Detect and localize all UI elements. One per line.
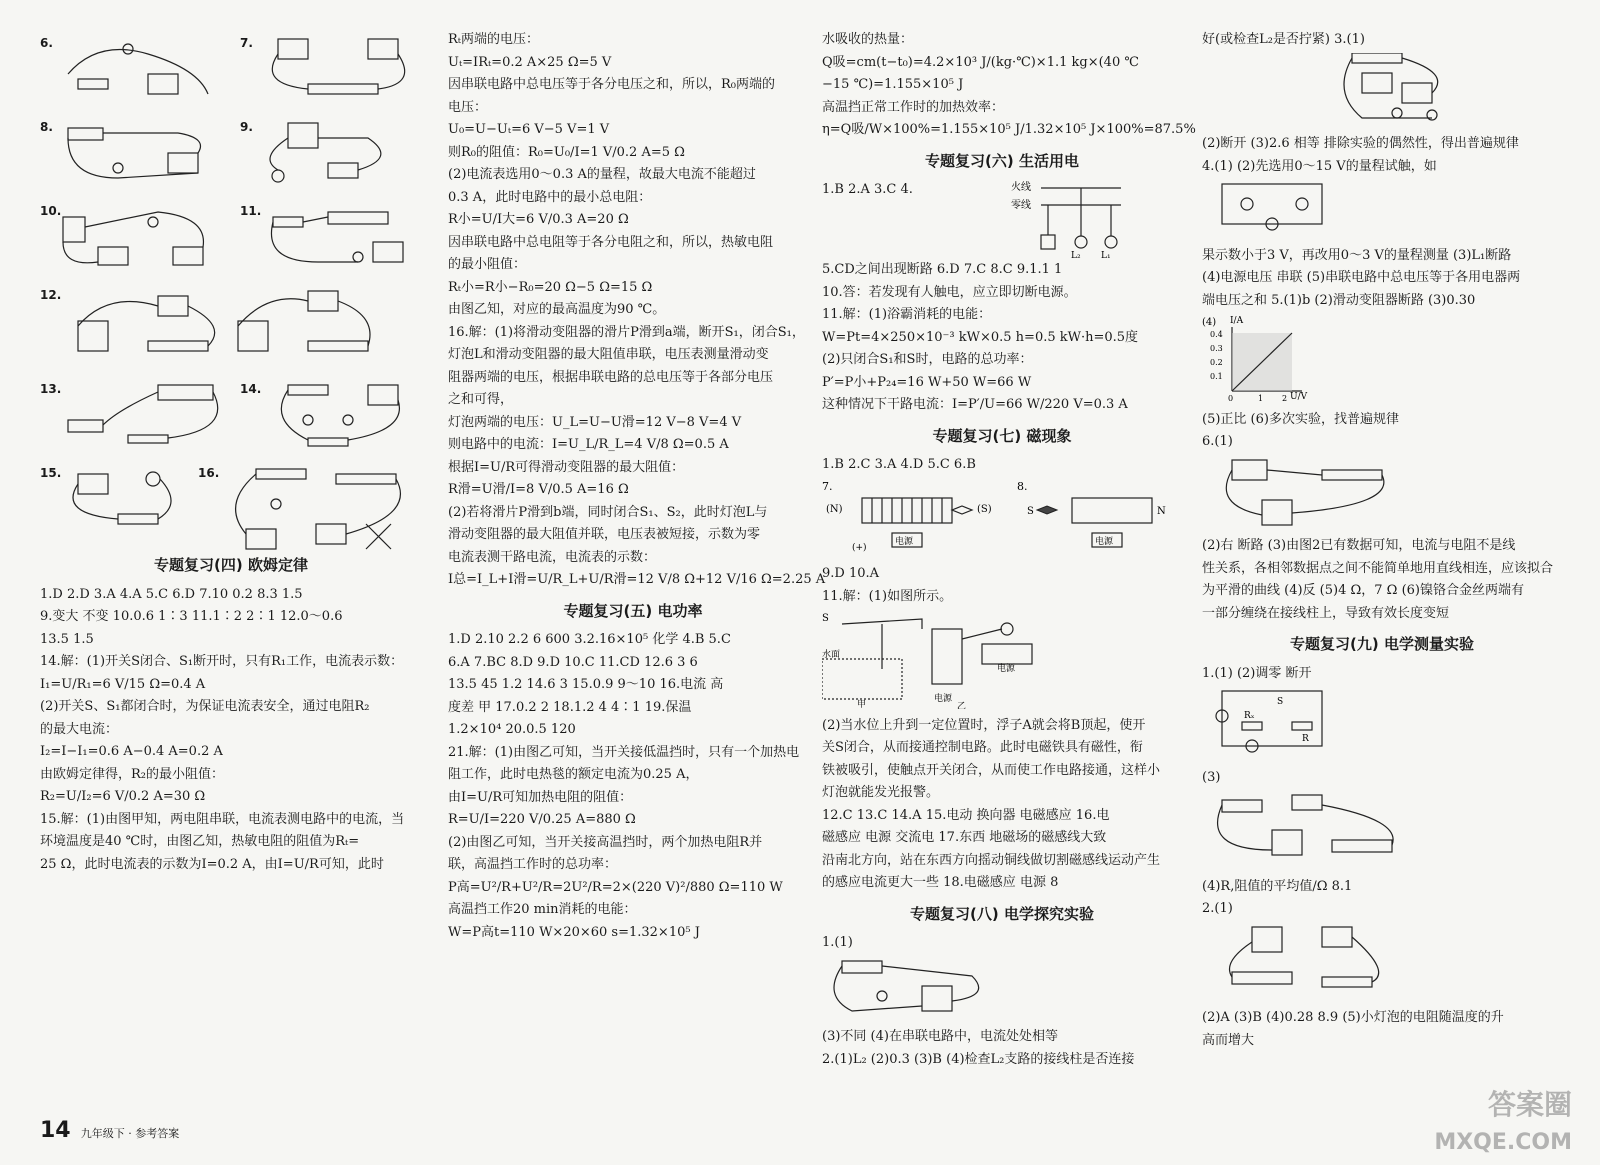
answer-line: 阻工作，此时电热毯的额定电流为0.25 A， <box>448 767 699 782</box>
answer-line: 关S闭合，从而接通控制电路。此时电磁铁具有磁性，衔 <box>822 740 1143 755</box>
answer-line: 1.D 2.10 2.2 6 600 3.2.16×10⁵ 化学 4.B 5.C <box>448 632 731 647</box>
answer-line: 为平滑的曲线 (4)反 (5)4 Ω，7 Ω (6)镍铬合金丝两端有 <box>1202 583 1525 598</box>
section-title: 专题复习(七) 磁现象 <box>932 426 1072 445</box>
answer-line: Uₜ=IRₜ=0.2 A×25 Ω=5 V <box>448 54 612 70</box>
answer-line: 9.变大 不变 10.0.6 1∶3 11.1∶2 2∶1 12.0～0.6 <box>40 609 343 624</box>
figure-jia-label: 甲 <box>857 700 867 709</box>
answer-line: 果示数小于3 V，再改用0～3 V的量程测量 (3)L₁断路 <box>1202 247 1512 263</box>
circuit-diagram <box>822 956 1022 1021</box>
x-axis-label: U/V <box>1290 392 1308 402</box>
answer-line: 高温挡工作20 min消耗的电能： <box>448 902 637 917</box>
section-title: 专题复习(八) 电学探究实验 <box>910 904 1094 923</box>
answer-line: (2)断开 (3)2.6 相等 排除实验的偶然性，得出普遍规律 <box>1202 136 1519 151</box>
power-label: 电源 <box>1095 536 1114 547</box>
live-wire-label: 火线 <box>1010 182 1031 193</box>
circuit-diagram <box>58 202 218 272</box>
answer-line: (2)A (3)B (4)0.28 8.9 (5)小灯泡的电阻随温度的升 <box>1202 1010 1504 1025</box>
answer-line: 则R₀的阻值：R₀=U₀/I=1 V/0.2 A=5 Ω <box>448 144 685 160</box>
answer-line: η=Q吸/W×100%=1.155×10⁵ J/1.32×10⁵ J×100%=87.5% <box>822 122 1196 137</box>
section-title: 专题复习(九) 电学测量实验 <box>1290 635 1474 653</box>
section-title: 专题复习(四) 欧姆定律 <box>154 556 308 574</box>
watermark-line-1: 答案圈 <box>1487 1088 1572 1121</box>
figure-number: 15. <box>40 466 62 480</box>
figure-yi-label: 乙 <box>957 702 967 709</box>
answer-line: 高而增大 <box>1202 1032 1255 1048</box>
answer-line: 2.(1)L₂ (2)0.3 (3)B (4)检查L₂支路的接线柱是否连接 <box>822 1051 1135 1067</box>
answer-line: 由图乙知，对应的最高温度为90 ℃。 <box>448 302 666 317</box>
answer-line: 因串联电路中总电压等于各分电压之和，所以，R₀两端的 <box>448 77 775 92</box>
x-tick: 0 <box>1228 394 1234 403</box>
y-axis-label: I/A <box>1230 316 1244 326</box>
circuit-diagram <box>258 118 418 188</box>
answer-line: 环境温度是40 ℃时，由图乙知，热敏电阻的阻值为Rₜ= <box>40 834 360 849</box>
answer-line: 的最小阻值： <box>448 257 527 272</box>
answer-line: (2)由图乙可知，当开关接高温挡时，两个加热电阻R并 <box>448 834 763 850</box>
schematic-diagram <box>1202 686 1342 761</box>
answer-line: I₂=I−I₁=0.6 A−0.4 A=0.2 A <box>40 744 223 759</box>
answer-line: 性关系，各相邻数据点之间不能简单地用直线相连，应该拟合 <box>1202 560 1554 576</box>
graph-number: (4) <box>1202 317 1217 328</box>
circuit-diagram <box>258 34 418 104</box>
answer-line: 阻器两端的电压，根据串联电路的总电压等于各部分电压 <box>448 369 774 385</box>
answer-line: 25 Ω，此时电流表的示数为I=0.2 A，由I=U/R可知，此时 <box>40 856 384 872</box>
schematic-diagram <box>1202 179 1342 239</box>
power-label: 电源 <box>895 536 914 547</box>
answer-line: 的感应电流更大一些 18.电磁感应 电源 8 <box>822 875 1059 890</box>
figure-number: 16. <box>198 466 220 480</box>
answer-line: 由欧姆定律得，R₂的最小阻值： <box>40 766 224 782</box>
figure-number: 6. <box>40 36 53 50</box>
answer-line: (3)不同 (4)在串联电路中，电流处处相等 <box>822 1029 1058 1044</box>
answer-line: 之和可得， <box>448 392 514 407</box>
answer-line: 2.(1) <box>1202 901 1233 916</box>
answer-line: (4)电源电压 串联 (5)串联电路中总电压等于各用电器两 <box>1202 270 1521 285</box>
answer-line: (2)开关S、S₁都闭合时，为保证电流表安全，通过电阻R₂ <box>40 699 370 714</box>
watermark-line-2: MXQE.COM <box>1434 1130 1572 1155</box>
water-label: 水面 <box>822 650 841 660</box>
power-label: 电源 <box>997 664 1016 674</box>
figure-number: 8. <box>1017 479 1028 493</box>
circuit-diagram <box>1202 455 1402 530</box>
answer-line: 10.答：若发现有人触电，应立即切断电源。 <box>822 284 1077 300</box>
resistor-label: Rₓ <box>1244 711 1255 721</box>
answer-line: P高=U²/R+U²/R=2U²/R=2×(220 V)²/880 Ω=110 W <box>448 879 783 895</box>
answer-line: 铁被吸引，使触点开关闭合，从而使工作电路接通，这样小 <box>822 762 1161 778</box>
column-3 <box>822 30 1196 1072</box>
answer-line: 这种情况下干路电流：I=P′/U=66 W/220 V=0.3 A <box>822 397 1128 412</box>
answer-line: (2)若将滑片P滑到b端，同时闭合S₁、S₂，此时灯泡L与 <box>448 504 768 520</box>
circuit-figure-7 <box>240 34 422 104</box>
answer-line: 水吸收的热量： <box>822 32 914 47</box>
answer-line: 1.B 2.C 3.A 4.D 5.C 6.B <box>822 457 976 472</box>
answer-line: 根据I=U/R可得滑动变阻器的最大阻值： <box>448 459 685 475</box>
answer-line: 1.D 2.D 3.A 4.A 5.C 6.D 7.10 0.2 8.3 1.5 <box>40 586 303 602</box>
y-tick: 0.2 <box>1210 358 1223 367</box>
answer-line: I₁=U/R₁=6 V/15 Ω=0.4 A <box>40 676 206 692</box>
answer-line: (3) <box>1202 769 1221 785</box>
answer-line: 14.解：(1)开关S闭合、S₁断开时，只有R₁工作，电流表示数： <box>40 654 404 669</box>
answer-line: W=Pt=4×250×10⁻³ kW×0.5 h=0.5 kW·h=0.5度 <box>822 329 1139 345</box>
circuit-diagram <box>58 286 398 366</box>
power-label: 电源 <box>934 694 953 704</box>
answer-line: 沿南北方向，站在东西方向摇动铜线做切割磁感线运动产生 <box>822 852 1161 868</box>
page-footer <box>40 1114 179 1147</box>
answer-line: P′=P小+P₂₄=16 W+50 W=66 W <box>822 374 1032 390</box>
page-label: 九年级下 · 参考答案 <box>80 1127 180 1140</box>
answer-line: 11.解：(1)如图所示。 <box>822 588 953 604</box>
answer-line: 由I=U/R可知加热电阻的阻值： <box>448 789 633 805</box>
answer-line: 度差 甲 17.0.2 2 18.1.2 4 4∶1 19.保温 <box>448 699 692 715</box>
answer-line: 16.解：(1)将滑动变阻器的滑片P滑到a端，断开S₁，闭合S₁， <box>448 324 805 340</box>
rheostat-label: R <box>1302 734 1309 744</box>
circuit-figure-16 <box>198 464 422 534</box>
answer-line: Rₜ小=R小−R₀=20 Ω−5 Ω=15 Ω <box>448 279 653 295</box>
answer-line: 电流表测干路电流，电流表的示数： <box>448 549 657 565</box>
column-4 <box>1202 30 1562 1053</box>
pole-label: N <box>1157 505 1166 517</box>
figure-number: 12. <box>40 288 62 302</box>
water-level-alarm-diagram <box>822 609 1042 709</box>
answer-line: 高温挡正常工作时的加热效率： <box>822 99 1005 115</box>
answer-line: (5)正比 (6)多次实验，找普遍规律 <box>1202 411 1399 427</box>
pole-label: S <box>1027 505 1034 517</box>
answer-line: 13.5 45 1.2 14.6 3 15.0.9 9～10 16.电流 高 <box>448 677 724 692</box>
answer-line: 5.CD之间出现断路 6.D 7.C 8.C 9.1.1 1 <box>822 262 1063 277</box>
answer-line: −15 ℃)=1.155×10⁵ J <box>822 77 964 92</box>
figure-number: 11. <box>240 204 262 218</box>
circuit-figure-15 <box>40 464 180 534</box>
figure-number: 13. <box>40 382 62 396</box>
circuit-figure-11 <box>240 202 422 272</box>
y-tick: 0.4 <box>1210 330 1223 339</box>
circuit-diagram <box>58 118 218 188</box>
answer-line: 13.5 1.5 <box>40 631 94 647</box>
answer-line: 联，高温挡工作时的总功率： <box>448 857 618 872</box>
circuit-figure-10 <box>40 202 222 272</box>
answer-line: 12.C 13.C 14.A 15.电动 换向器 电磁感应 16.电 <box>822 807 1110 823</box>
polarity-label: (+) <box>852 542 867 553</box>
watermark <box>1434 1084 1572 1159</box>
circuit-diagram <box>58 34 218 104</box>
household-circuit-diagram <box>921 180 1121 260</box>
circuit-diagram <box>1202 790 1422 870</box>
lamp-l1-label: L₁ <box>1100 251 1111 260</box>
answer-line: 0.3 A，此时电路中的最小总电阻： <box>448 189 652 205</box>
figure-number: 8. <box>40 120 53 134</box>
answer-line: 15.解：(1)由图甲知，两电阻串联，电流表测电路中的电流，当 <box>40 811 405 827</box>
answer-line: 11.解：(1)浴霸消耗的电能： <box>822 307 992 322</box>
switch-label: S <box>1277 697 1284 707</box>
circuit-figure-13 <box>40 380 222 450</box>
answer-line: 灯泡就能发光报警。 <box>822 785 940 800</box>
circuit-diagram <box>258 380 418 450</box>
answer-line: 灯泡两端的电压：U_L=U−U滑=12 V−8 V=4 V <box>448 414 742 430</box>
circuit-diagram <box>1202 53 1462 128</box>
figure-number: 14. <box>240 382 262 396</box>
pole-label: (N) <box>826 503 843 515</box>
answer-line: 磁感应 电源 交流电 17.东西 地磁场的磁感线大致 <box>822 830 1107 845</box>
answer-line: 6.(1) <box>1202 434 1233 449</box>
answer-line: U₀=U−Uₜ=6 V−5 V=1 V <box>448 122 610 137</box>
figure-number: 7. <box>240 36 253 50</box>
column-1 <box>40 30 422 877</box>
answer-line: (2)只闭合S₁和S时，电路的总功率： <box>822 352 1033 367</box>
circuit-diagram <box>258 202 418 272</box>
figure-number: 9. <box>240 120 253 134</box>
answer-line: 21.解：(1)由图乙可知，当开关接低温挡时，只有一个加热电 <box>448 744 800 760</box>
page-number: 14 <box>40 1118 71 1143</box>
circuit-figure-6 <box>40 34 222 104</box>
answer-line: 则电路中的电流：I=U_L/R_L=4 V/8 Ω=0.5 A <box>448 437 729 452</box>
figure-number: 10. <box>40 204 62 218</box>
answer-line: Rₜ两端的电压： <box>448 32 539 47</box>
column-2 <box>448 30 826 945</box>
answer-line: 1.B 2.A 3.C 4. <box>822 182 913 197</box>
answer-line: Q吸=cm(t−t₀)=4.2×10³ J/(kg·℃)×1.1 kg×(40 ℃ <box>822 54 1139 70</box>
answer-line: R₂=U/I₂=6 V/0.2 A=30 Ω <box>40 789 206 804</box>
answer-line: (4)R,阻值的平均值/Ω 8.1 <box>1202 878 1353 894</box>
x-tick: 1 <box>1258 394 1264 403</box>
answer-line: 电压： <box>448 99 488 115</box>
solenoid-diagrams <box>822 478 1172 558</box>
figure-number: 7. <box>822 479 833 493</box>
section-title: 专题复习(六) 生活用电 <box>925 151 1079 170</box>
circuit-figure-14 <box>240 380 422 450</box>
answer-line: (2)电流表选用0～0.3 A的量程，故最大电流不能超过 <box>448 167 756 182</box>
answer-line: 6.A 7.BC 8.D 9.D 10.C 11.CD 12.6 3 6 <box>448 654 698 670</box>
y-tick: 0.3 <box>1210 344 1223 353</box>
switch-label: S <box>822 613 829 624</box>
answer-line: 1.2×10⁴ 20.0.5 120 <box>448 722 576 737</box>
answer-line: 一部分缠绕在接线柱上，导致有效长度变短 <box>1202 605 1450 621</box>
y-tick: 0.1 <box>1210 372 1223 381</box>
circuit-figure-8 <box>40 118 222 188</box>
answer-line: (2)当水位上升到一定位置时，浮子A就会将B顶起，使开 <box>822 717 1146 733</box>
circuit-diagram <box>58 380 228 450</box>
lamp-l2-label: L₂ <box>1070 251 1081 260</box>
iv-graph <box>1202 313 1322 403</box>
answer-line: 1.(1) <box>822 935 853 950</box>
answer-line: R滑=U滑/I=8 V/0.5 A=16 Ω <box>448 482 629 497</box>
circuit-diagram <box>1202 922 1422 1002</box>
pole-label: (S) <box>977 503 992 515</box>
answer-line: I总=I_L+I滑=U/R_L+U/R滑=12 V/8 Ω+12 V/16 Ω=2.25 A <box>448 572 826 587</box>
answer-line: W=P高t=110 W×20×60 s=1.32×10⁵ J <box>448 924 700 940</box>
answer-line: 的最大电流： <box>40 721 119 737</box>
answer-line: 端电压之和 5.(1)b (2)滑动变阻器断路 (3)0.30 <box>1202 292 1476 308</box>
answer-line: 滑动变阻器的最大阻值并联，电压表被短接，示数为零 <box>448 527 761 542</box>
answer-line: 1.(1) (2)调零 断开 <box>1202 665 1312 681</box>
circuit-diagram <box>216 464 416 554</box>
answer-line: 9.D 10.A <box>822 566 880 581</box>
neutral-wire-label: 零线 <box>1010 200 1031 211</box>
answer-line: R=U/I=220 V/0.25 A=880 Ω <box>448 812 636 827</box>
circuit-figure-12 <box>40 286 422 366</box>
answer-line: R小=U/I大=6 V/0.3 A=20 Ω <box>448 212 629 227</box>
answer-line: 灯泡L和滑动变阻器的最大阻值串联，电压表测量滑动变 <box>448 347 769 362</box>
section-title: 专题复习(五) 电功率 <box>563 601 703 620</box>
x-tick: 2 <box>1282 394 1288 403</box>
answer-line: 因串联电路中总电阻等于各分电阻之和，所以，热敏电阻 <box>448 234 774 250</box>
answer-line: (2)右 断路 (3)由图2已有数据可知，电流与电阻不是线 <box>1202 538 1516 553</box>
circuit-diagram <box>58 464 188 534</box>
answer-line: 4.(1) (2)先选用0～15 V的量程试触，如 <box>1202 158 1437 174</box>
answer-line: 好(或检查L₂是否拧紧) 3.(1) <box>1202 32 1365 47</box>
circuit-figure-9 <box>240 118 422 188</box>
